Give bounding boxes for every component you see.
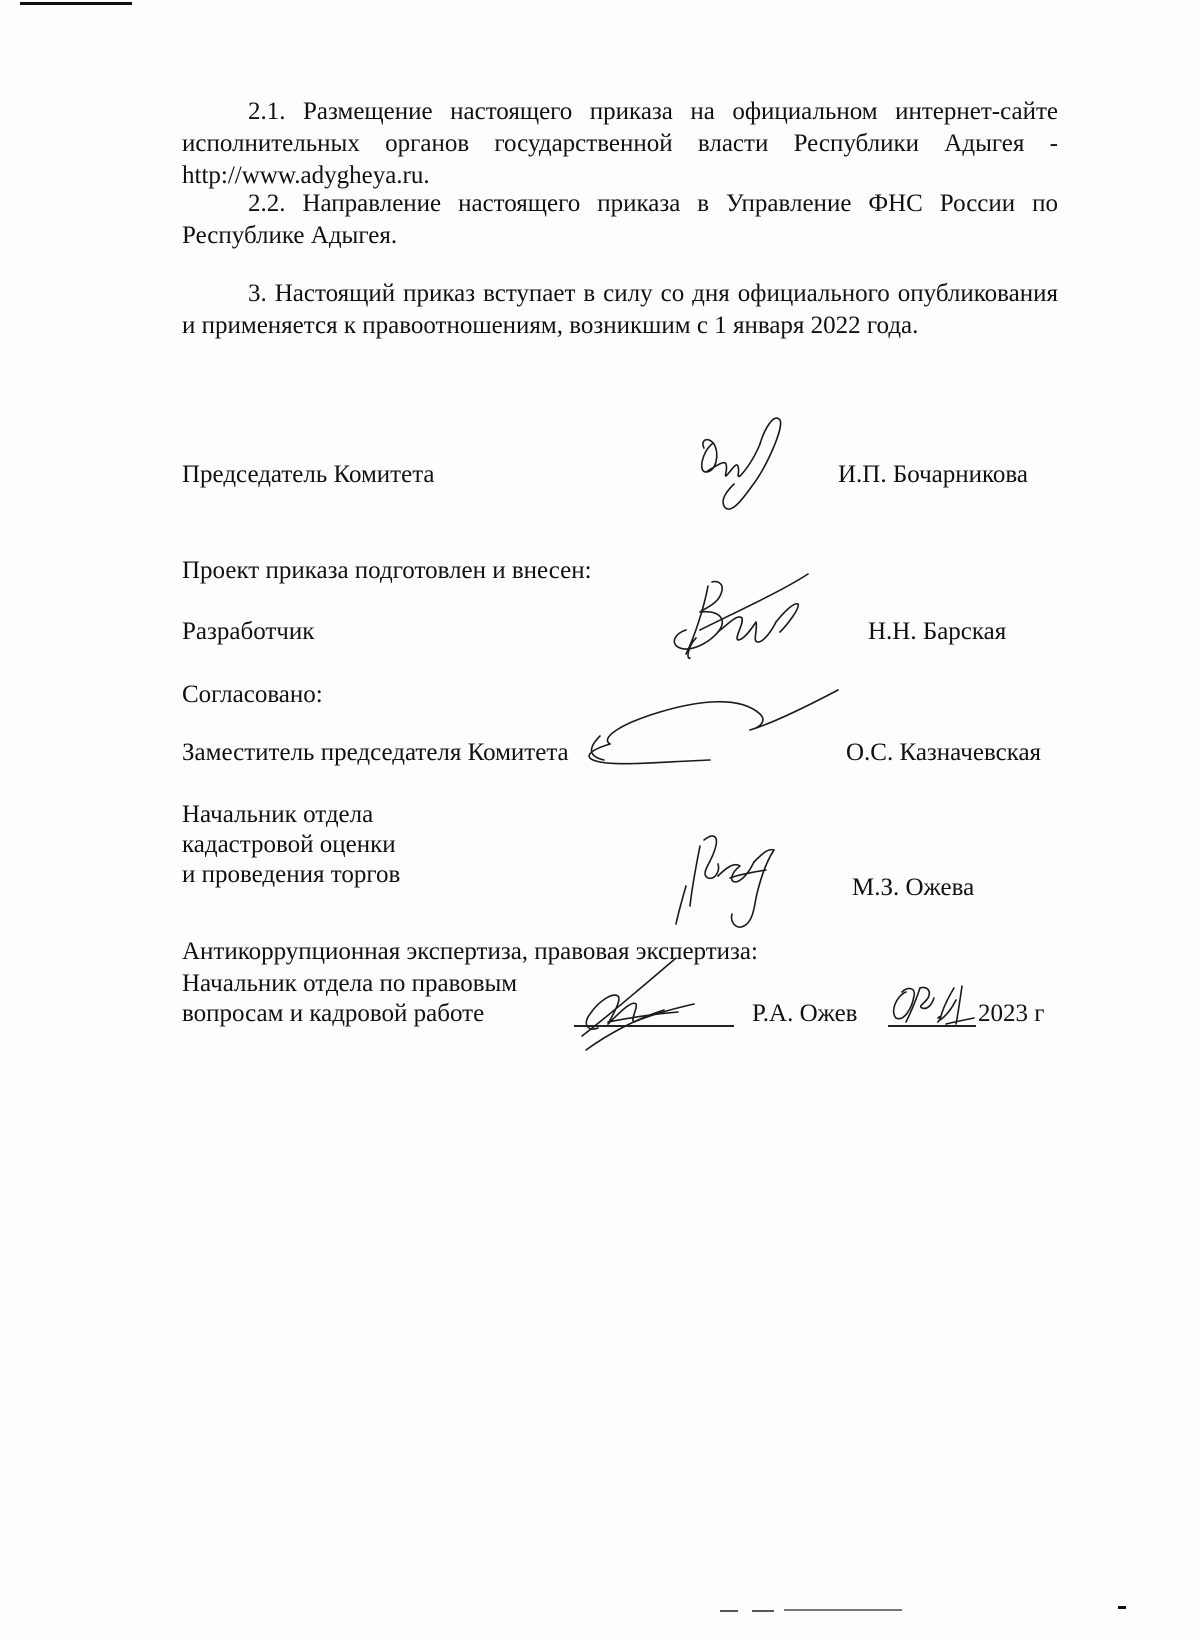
scan-mark-bottom-1 — [720, 1610, 738, 1612]
date-handwritten — [884, 978, 980, 1032]
head-legal-position-line2: вопросам и кадровой работе — [182, 1000, 485, 1027]
head-cadastral-name: М.З. Ожева — [852, 874, 975, 901]
head-cadastral-position-line2: кадастровой оценки — [182, 831, 396, 858]
signature-head-legal — [568, 956, 718, 1056]
clause-3: 3. Настоящий приказ вступает в силу со дня официального опубликования и применяется к правоотношениям, возникшим с 1 января 2022 года. — [182, 280, 1058, 339]
clause-2-1: 2.1. Размещение настоящего приказа на официальном интернет-сайте исполнительных органов государственной власти Республики Адыгея - http://www.adygheya.ru. — [182, 98, 1058, 189]
chairman-position: Председатель Комитета — [182, 461, 435, 488]
expertise-heading: Антикоррупционная экспертиза, правовая экспертиза: — [182, 938, 758, 965]
signature-head-cadastral — [670, 826, 790, 936]
developer-name: Н.Н. Барская — [868, 618, 1007, 645]
clause-2-2: 2.2. Направление настоящего приказа в Управление ФНС России по Республике Адыгея. — [182, 190, 1058, 249]
scan-mark-top — [20, 2, 132, 5]
prepared-heading: Проект приказа подготовлен и внесен: — [182, 557, 592, 584]
head-legal-name: Р.А. Ожев — [752, 1000, 858, 1027]
scan-mark-bottom-3 — [784, 1609, 902, 1611]
scan-mark-bottom-2 — [752, 1610, 774, 1612]
head-cadastral-position-line1: Начальник отдела — [182, 801, 374, 828]
date-year: 2023 г — [978, 1000, 1045, 1027]
chairman-name: И.П. Бочарникова — [838, 461, 1028, 488]
developer-position: Разработчик — [182, 618, 315, 645]
scan-mark-bottom-4 — [1118, 1606, 1126, 1609]
signature-chairman — [690, 414, 800, 524]
deputy-position: Заместитель председателя Комитета — [182, 739, 569, 766]
head-cadastral-position-line3: и проведения торгов — [182, 861, 401, 888]
signature-developer — [660, 568, 820, 678]
signature-deputy — [560, 690, 850, 790]
head-legal-position-line1: Начальник отдела по правовым — [182, 970, 518, 997]
agreed-heading: Согласовано: — [182, 681, 323, 708]
deputy-name: О.С. Казначевская — [846, 739, 1042, 766]
